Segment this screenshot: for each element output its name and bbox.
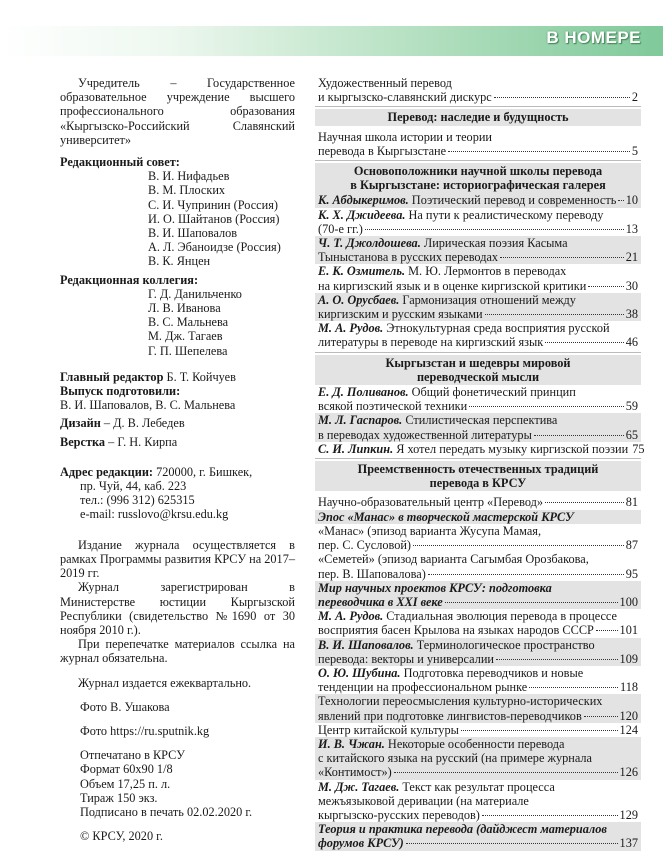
toc-entry[interactable] [315,694,641,722]
toc-entry[interactable] [318,264,638,292]
address-first: 720000, г. Бишкек, [153,464,253,479]
entry-author: С. И. Липкин. [318,441,394,456]
registration-note: Журнал зарегистрирован в Министерстве юстиции Кыргызской Республики (свидетельство №1690 от 30 ноября 2010 г.). [60,580,295,637]
toc-entry[interactable] [318,441,645,456]
entry-title-line: Мир научных проектов КРСУ: подготовка [318,580,552,595]
section-title: Перевод: наследие и будущность [387,110,569,125]
leader-dots [394,772,618,773]
leader-dots [618,200,623,201]
page-number: 5 [631,143,638,158]
entry-title: Стилистическая перспектива [402,413,558,428]
entry-title: М. Ю. Лермонтов в переводах [405,264,567,279]
section-title: переводческой мысли [416,369,540,384]
entry-title-line: киргизским и русским языками [318,307,483,322]
toc-entry[interactable] [318,385,638,413]
entry-author: М. Дж. Тагаев. [318,779,400,794]
page-number: 129 [619,807,638,822]
board-list [60,169,295,268]
toc-subsection [315,510,641,524]
layout-value: – Г. Н. Кирпа [105,434,178,449]
entry-title-line: переводчика в XXI веке [318,594,443,609]
toc-entry[interactable] [315,193,641,207]
page-number: 30 [625,278,638,293]
section-title: перевода в КРСУ [429,476,527,491]
toc-entry[interactable] [318,666,638,694]
layout-credit [60,435,295,449]
college-member: М. Дж. Тагаев [148,329,223,344]
toc-entry[interactable] [318,552,638,580]
divider [315,352,641,353]
leader-dots [469,406,623,407]
page-number: 46 [625,335,638,350]
page-number: 120 [619,708,638,723]
address-body [60,479,295,522]
leader-dots [545,342,623,343]
toc-entry[interactable] [318,723,638,737]
design-credit [60,416,295,430]
entry-title-line: на киргизский язык и в оценке киргизской критики [318,278,587,293]
entry-title-line: «Манас» (эпизод варианта Жусупа Мамая, [318,523,542,538]
entry-title-line: Тыныстанова в русских переводах [318,250,499,265]
page-number: 13 [625,221,638,236]
page-number: 21 [625,250,638,265]
section-banner [0,26,663,56]
toc-entry[interactable] [315,413,641,441]
chief-value: Б. Т. Койчуев [163,369,236,384]
toc-entry[interactable] [318,609,638,637]
address [60,465,295,479]
leader-dots [413,545,624,546]
leader-dots [534,435,624,436]
entry-title: Общий фонетический принцип [408,385,576,400]
leader-dots [445,602,618,603]
college-member: Г. Д. Данильченко [148,286,242,301]
entry-title-line: (70-е гг.) [318,221,363,236]
entry-title-line: всякой поэтической техники [318,399,468,414]
imprint-column [60,76,295,843]
leader-dots [428,574,624,575]
subsection-title: Эпос «Манас» в творческой мастерской КРСУ [318,509,574,524]
entry-title: Подготовка переводчиков и новые [400,665,584,680]
address-line: пр. Чуй, 44, каб. 223 [80,479,187,494]
chief-editor [60,370,295,384]
design-label: Дизайн [60,416,101,431]
entry-title-line: перевода: векторы и универсалии [318,651,494,666]
toc-entry[interactable] [318,780,638,823]
section-title: в Кыргызстане: историографическая галерея [350,178,606,193]
photo-credit: Фото https://ru.sputnik.kg [80,723,210,738]
page-number: 137 [619,836,638,851]
frequency-note: Журнал издается ежеквартально. [78,675,252,690]
college-member: В. С. Мальнева [148,315,229,330]
entry-title-line: явлений при подготовке лингвистов-переводчиков [318,708,582,723]
entry-title-line: пер. В. Шаповалова) [318,566,426,581]
entry-author: В. И. Шаповалов. [318,637,414,652]
entry-title-line: Теория и практика перевода (дайджест материалов [318,822,607,837]
toc-entry[interactable] [315,737,641,780]
page-number: 2 [631,90,638,105]
leader-dots [529,687,618,688]
section-heading [315,163,641,193]
board-member: В. И. Нифадьев [148,169,230,184]
page-number: 118 [620,680,638,695]
entry-title: Текст как результат процесса [399,779,555,794]
prepared-value: В. И. Шаповалов, В. С. Мальнева [60,398,236,413]
print-line: Тираж 150 экз. [80,790,158,805]
page-number: 59 [625,399,638,414]
section-heading [315,109,641,125]
toc-entry[interactable] [315,293,641,321]
leader-dots [448,151,630,152]
toc-entry[interactable] [318,130,638,158]
print-line: Формат 60х90 1/8 [80,762,173,777]
entry-title-line: перевода в Кыргызстане [318,143,447,158]
email-link[interactable]: e-mail: russlovo@krsu.edu.kg [80,507,229,522]
prepared-label: Выпуск подготовили: [60,384,181,399]
entry-title-line: тенденции на профессиональном рынке [318,680,528,695]
leader-dots [588,286,623,287]
section-heading [315,461,641,491]
entry-title-line: кыргызско-русских переводов) [318,807,480,822]
college-member: Л. В. Иванова [148,301,221,316]
page-number: 10 [625,193,638,208]
entry-title-line: с китайского языка на русский (на примере журнала [318,751,593,766]
print-line: Подписано в печать 02.02.2020 г. [80,804,253,819]
entry-author: К. Абдыкеримов. [318,193,409,208]
toc-column [318,76,645,851]
toc-entry[interactable] [318,524,638,552]
college-label: Редакционная коллегия: [60,272,199,287]
entry-title-line: Художественный перевод [318,76,452,90]
entry-author: О. Ю. Шубина. [318,665,401,680]
leader-dots [482,815,618,816]
reprint-note: При перепечатке материалов ссылка на журнал обязательна. [60,637,295,666]
leader-dots [496,659,618,660]
entry-author: К. Х. Джидеева. [318,207,406,222]
entry-title: Гармонизация отношений между [399,292,576,307]
entry-title-line: и кыргызско-славянский дискурс [318,90,492,105]
section-title: Преемственность отечественных традиций [357,462,599,477]
layout-label: Верстка [60,434,106,449]
section-heading [315,355,641,385]
divider [315,106,641,107]
entry-title: На пути к реалистическому переводу [405,207,604,222]
entry-author: Е. К. Озмитель. [318,264,406,279]
board-member: В. К. Янцен [148,254,211,269]
print-line: Объем 17,25 п. л. [80,776,171,791]
entry-title-line: Технологии переосмысления культурно-исторических [318,694,603,709]
toc-entry[interactable] [318,76,638,104]
entry-title: Лирическая поэзия Касыма [420,236,568,251]
leader-dots [461,730,618,731]
board-member: И. О. Шайтанов (Россия) [148,211,280,226]
divider [315,160,641,161]
entry-title: Поэтический перевод и современность [408,193,617,208]
section-title: Кыргызстан и шедевры мировой [385,355,571,370]
leader-dots [494,97,630,98]
entry-author: М. А. Рудов. [318,321,384,336]
entry-title-line: межъязыковой деривации (на материале [318,793,529,808]
page-number: 95 [625,566,638,581]
page-number: 126 [619,765,638,780]
entry-title: Центр китайской культуры [318,722,459,737]
leader-dots [365,229,624,230]
college-list [60,287,295,358]
page-number: 109 [619,651,638,666]
publishing-note: Издание журнала осуществляется в рамках Программы развития КРСУ на 2017–2019 гг. [60,537,295,581]
founder-text: Учредитель – Государственное образовательное учреждение высшего профессионального образования «Кыргызско-Российский Славянский университет» [60,76,295,147]
leader-dots [584,716,618,717]
entry-title: Терминологическое пространство [413,637,595,652]
entry-title-line: «Контимост») [318,765,392,780]
address-line: тел.: (996 312) 625315 [80,493,195,508]
page-number: 65 [625,427,638,442]
design-value: – Д. В. Лебедев [100,416,185,431]
entry-author: А. О. Орусбаев. [318,292,400,307]
toc-entry[interactable] [315,822,641,850]
entry-title: Я хотел передать музыку киргизской поэзии [393,441,629,456]
board-label: Редакционный совет: [60,155,180,170]
toc-entry[interactable] [315,236,641,264]
entry-title: Некоторые особенности перевода [384,736,565,751]
page-number: 75 [632,441,645,456]
page-number: 87 [625,538,638,553]
leader-dots [545,502,624,503]
address-label: Адрес редакции: [60,464,154,479]
entry-title-line: в переводах художественной литературы [318,427,532,442]
section-title: Основоположники научной школы перевода [353,164,603,179]
entry-title-line: Научная школа истории и теории [318,129,493,144]
entry-title-line: «Семетей» (эпизод варианта Сагымбая Орозбакова, [318,552,589,567]
entry-title-line: форумов КРСУ) [318,836,404,851]
print-line: Отпечатано в КРСУ [80,748,185,763]
chief-label: Главный редактор [60,369,164,384]
entry-title-line: пер. С. Сусловой) [318,538,412,553]
toc-entry[interactable] [315,638,641,666]
toc-entry[interactable] [318,321,638,349]
toc-entry[interactable] [318,495,638,509]
board-member: В. И. Шаповалов [148,226,238,241]
leader-dots [485,314,624,315]
photo-credit: Фото В. Ушакова [80,699,170,714]
entry-author: И. В. Чжан. [318,736,385,751]
college-member: Г. П. Шепелева [148,343,228,358]
board-member: С. И. Чупринин (Россия) [148,197,278,212]
entry-title-line: восприятия басен Крылова на языках народов СССР [318,623,594,638]
entry-title: Научно-образовательный центр «Перевод» [318,495,544,510]
board-member: А. Л. Эбаноидзе (Россия) [148,240,281,255]
entry-author: Ч. Т. Джолдошева. [318,236,421,251]
board-member: В. М. Плоских [148,183,226,198]
banner-title: В НОМЕРЕ [546,28,641,47]
toc-entry[interactable] [315,581,641,609]
page-number: 100 [619,594,638,609]
entry-title: Этнокультурная среда восприятия русской [383,321,610,336]
page-number: 101 [619,623,638,638]
copyright: © КРСУ, 2020 г. [80,829,163,844]
page-number: 81 [625,495,638,510]
leader-dots [500,257,624,258]
entry-title-line: литературы в переводе на киргизский язык [318,335,544,350]
entry-author: Е. Д. Поливанов. [318,385,409,400]
leader-dots [596,630,618,631]
page-number: 124 [619,722,638,737]
entry-author: М. Л. Гаспаров. [318,413,403,428]
toc-entry[interactable] [318,208,638,236]
entry-title: Стадиальная эволюция перевода в процессе [383,609,617,624]
leader-dots [406,843,618,844]
entry-author: М. А. Рудов. [318,609,384,624]
page-number: 38 [625,307,638,322]
divider [315,458,641,459]
